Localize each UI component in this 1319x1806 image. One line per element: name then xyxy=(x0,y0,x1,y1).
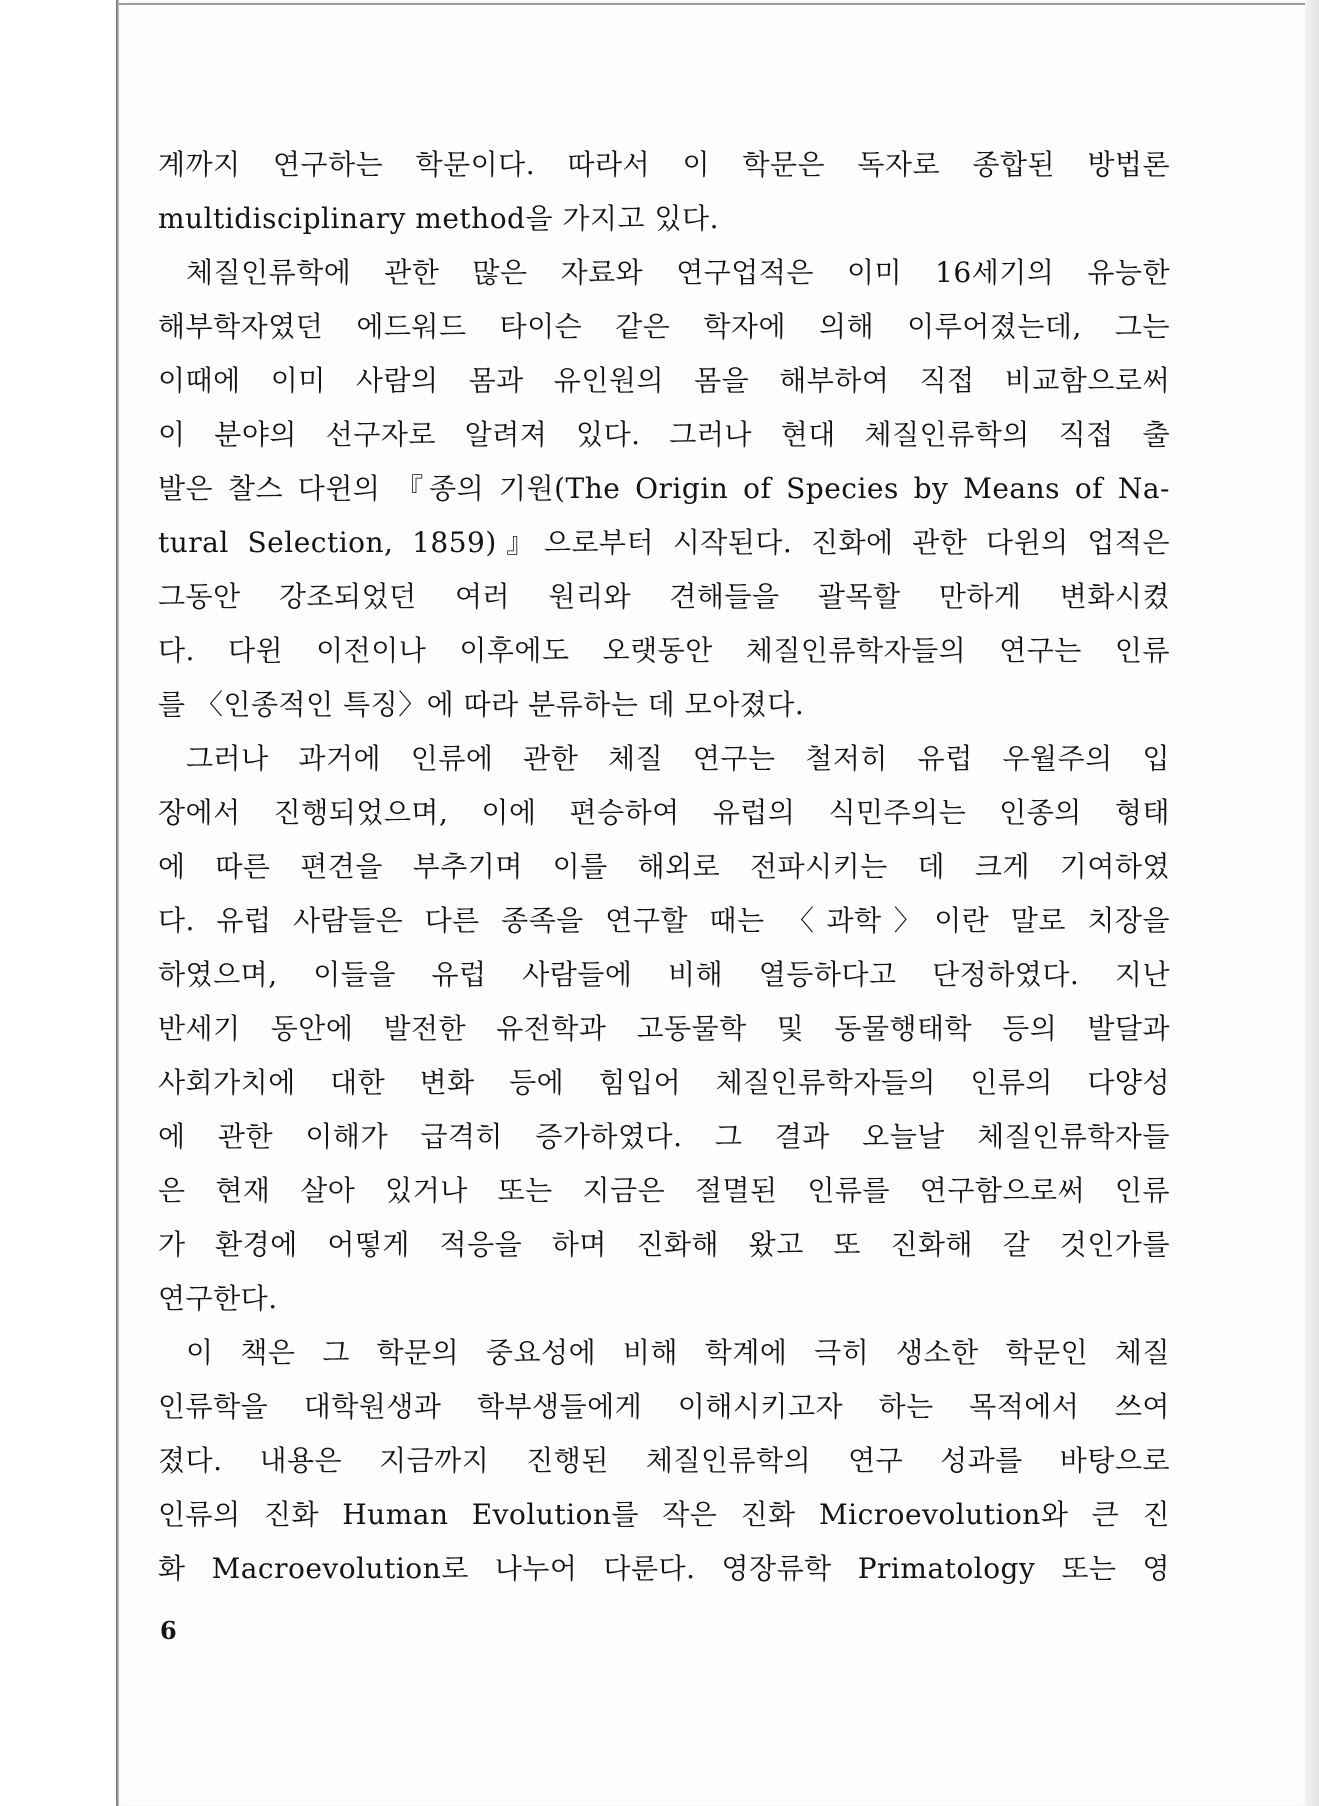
text-line: 를 〈인종적인 특징〉에 따라 분류하는 데 모아졌다. xyxy=(158,688,805,721)
text-line: multidisciplinary method을 가지고 있다. xyxy=(158,202,719,235)
text-line: 인류학을 대학원생과 학부생들에게 이해시키고자 하는 목적에서 쓰여 xyxy=(158,1390,1170,1423)
text-line: 반세기 동안에 발전한 유전학과 고동물학 및 동물행태학 등의 발달과 xyxy=(158,1012,1170,1045)
text-line: 졌다. 내용은 지금까지 진행된 체질인류학의 연구 성과를 바탕으로 xyxy=(158,1444,1170,1477)
page-number: 6 xyxy=(160,1616,177,1645)
page-edge xyxy=(1305,0,1319,1806)
text-line: 계까지 연구하는 학문이다. 따라서 이 학문은 독자로 종합된 방법론 xyxy=(158,148,1170,181)
text-line: 하였으며, 이들을 유럽 사람들에 비해 열등하다고 단정하였다. 지난 xyxy=(158,958,1170,991)
text-line: 화 Macroevolution로 나누어 다룬다. 영장류학 Primatology 또는 영 xyxy=(158,1552,1170,1585)
text-line: 그러나 과거에 인류에 관한 체질 연구는 철저히 유럽 우월주의 입 xyxy=(186,742,1170,775)
text-line: 사회가치에 대한 변화 등에 힘입어 체질인류학자들의 인류의 다양성 xyxy=(158,1066,1170,1099)
text-line: 다. 다윈 이전이나 이후에도 오랫동안 체질인류학자들의 연구는 인류 xyxy=(158,634,1170,667)
text-line: 연구한다. xyxy=(158,1282,278,1315)
text-line: 은 현재 살아 있거나 또는 지금은 절멸된 인류를 연구함으로써 인류 xyxy=(158,1174,1170,1207)
text-line: 발은 찰스 다윈의 『종의 기원(The Origin of Species by Means of Na- xyxy=(158,472,1170,505)
text-line: tural Selection, 1859)』으로부터 시작된다. 진화에 관한 다윈의 업적은 xyxy=(158,526,1170,559)
text-line: 장에서 진행되었으며, 이에 편승하여 유럽의 식민주의는 인종의 형태 xyxy=(158,796,1170,829)
body-text xyxy=(158,138,1170,1596)
viewer-background xyxy=(0,0,118,1806)
text-line: 이때에 이미 사람의 몸과 유인원의 몸을 해부하여 직접 비교함으로써 xyxy=(158,364,1170,397)
text-line: 체질인류학에 관한 많은 자료와 연구업적은 이미 16세기의 유능한 xyxy=(186,256,1170,289)
text-line: 이 책은 그 학문의 중요성에 비해 학계에 극히 생소한 학문인 체질 xyxy=(186,1336,1170,1369)
text-line: 에 따른 편견을 부추기며 이를 해외로 전파시키는 데 크게 기여하였 xyxy=(158,850,1170,883)
text-line: 이 분야의 선구자로 알려져 있다. 그러나 현대 체질인류학의 직접 출 xyxy=(158,418,1170,451)
text-line: 에 관한 이해가 급격히 증가하였다. 그 결과 오늘날 체질인류학자들 xyxy=(158,1120,1170,1153)
text-line: 다. 유럽 사람들은 다른 종족을 연구할 때는 〈과학〉이란 말로 치장을 xyxy=(158,904,1170,937)
text-line: 가 환경에 어떻게 적응을 하며 진화해 왔고 또 진화해 갈 것인가를 xyxy=(158,1228,1170,1261)
text-line: 인류의 진화 Human Evolution를 작은 진화 Microevolution와 큰 진 xyxy=(158,1498,1170,1531)
text-line: 해부학자였던 에드워드 타이슨 같은 학자에 의해 이루어졌는데, 그는 xyxy=(158,310,1170,343)
text-line: 그동안 강조되었던 여러 원리와 견해들을 괄목할 만하게 변화시켰 xyxy=(158,580,1170,613)
